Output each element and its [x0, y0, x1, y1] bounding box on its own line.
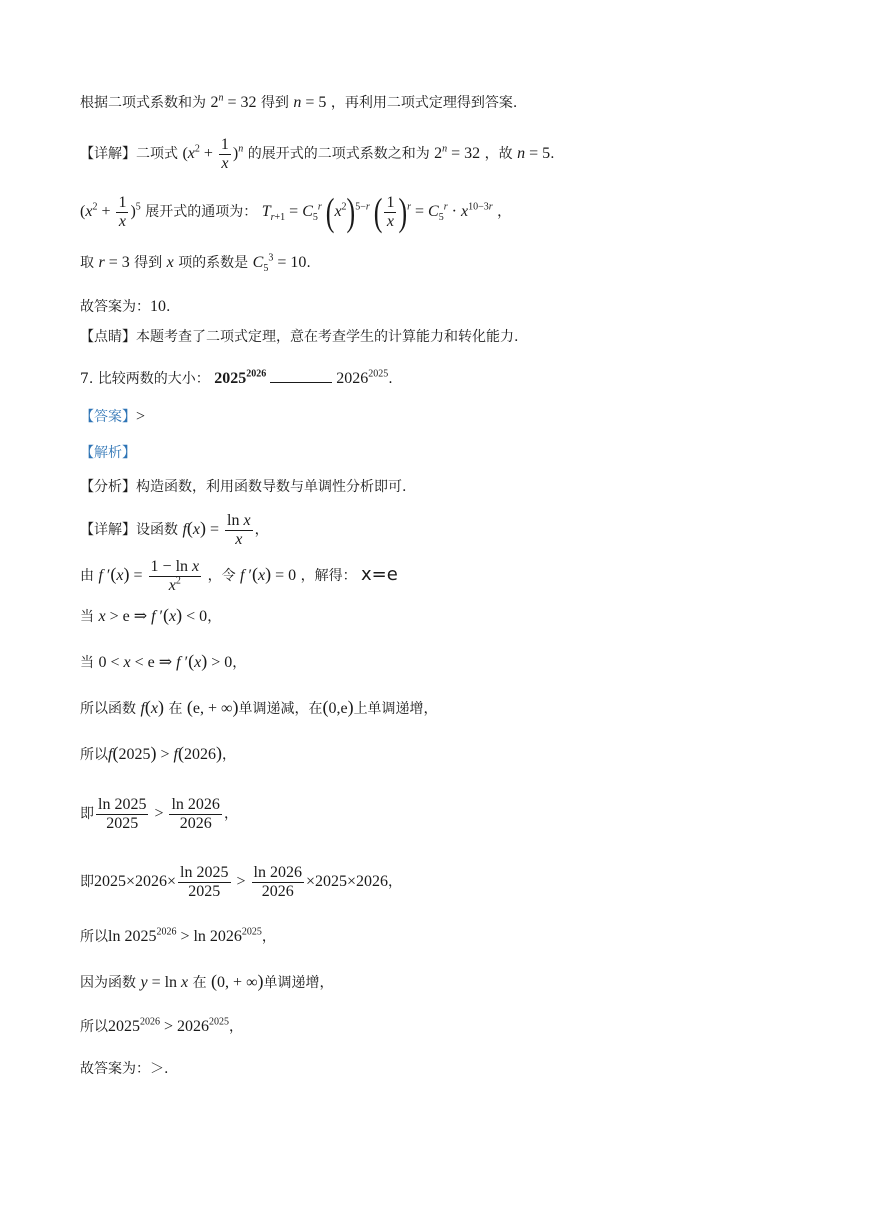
- exponent: 2025: [368, 368, 389, 380]
- line-take-r: [80, 252, 311, 274]
- solution: x=e: [361, 564, 398, 586]
- math-case-1: x > e ⇒ f ′(x) < 0: [98, 605, 208, 625]
- math-interval-0-e: (0,e): [322, 697, 354, 717]
- answer-value: 10: [150, 298, 166, 315]
- question-7: [80, 368, 393, 390]
- text: ，解得：: [300, 568, 357, 585]
- text: 当: [80, 609, 94, 625]
- math-2n-32: $2^n = 32$: [210, 92, 257, 111]
- math-n-5: n = 5: [293, 94, 327, 111]
- math-case-2: 0 < x < e ⇒ f ′(x) > 0: [98, 651, 233, 671]
- text: 在: [168, 701, 183, 717]
- math-binomial: ($x^2$ + $\frac{1}{x}$ )$^n$: [182, 136, 244, 172]
- tag-detail: 【详解】: [80, 522, 136, 539]
- text: ，: [207, 609, 222, 625]
- text: 故答案为：: [80, 1061, 150, 1077]
- text: 所以: [80, 1019, 108, 1035]
- tag-comment: 【点睛】: [80, 329, 136, 345]
- math-compare-ln: $\frac{\ln 2025}{2025}$ > $\frac{\ln 2026}{2026}$: [98, 796, 220, 832]
- math-multiply: 2025×2026× $\frac{\ln 2025}{2025}$ > $\frac{\ln 2026}{2026}$ ×2025×2026: [94, 864, 389, 900]
- line-hint: [80, 92, 517, 114]
- text: ，: [229, 1019, 244, 1035]
- text: 在: [192, 975, 207, 991]
- math-r-3: r = 3: [98, 254, 130, 271]
- text: ，再利用二项式定理得到答案.: [330, 95, 518, 111]
- text: ，故: [484, 146, 513, 163]
- text: 当: [80, 655, 94, 671]
- line-compare-f: [80, 742, 236, 766]
- math-interval-e-inf: (e, + ∞): [186, 697, 239, 717]
- base: 2025: [214, 370, 247, 387]
- line-general-term: [80, 190, 512, 234]
- text: 展开式的通项为：: [145, 204, 258, 221]
- line-ln-increasing: [80, 970, 333, 994]
- line-multiply: [80, 864, 402, 901]
- text: .: [550, 146, 555, 163]
- line-answer-6: [80, 296, 170, 318]
- text: ，: [497, 204, 512, 221]
- math-interval-0-inf: (0, + ∞): [211, 971, 264, 991]
- text: .: [388, 371, 393, 387]
- math-y-lnx: y = ln x: [140, 974, 189, 991]
- text: .: [166, 299, 171, 315]
- math-compare-f: f(2025) > f(2026): [108, 743, 222, 763]
- math-f-def: f(x) = $\frac{\text{ln x}}{x}$: [182, 512, 251, 548]
- line-ln-powers: [80, 926, 276, 948]
- text: 故答案为：: [80, 299, 150, 315]
- line-case-2: [80, 650, 246, 674]
- text: 即: [80, 806, 94, 823]
- math-f-prime: f ′(x) = $\frac{\text{1 − ln x}}{x^2}$: [98, 558, 200, 594]
- answer-value: ＞: [150, 1061, 164, 1077]
- math-x: x: [166, 254, 174, 271]
- question-number: 7.: [80, 371, 94, 387]
- exponent: 2026: [246, 368, 267, 380]
- text: 得到: [260, 95, 289, 111]
- line-detail-1: [80, 136, 555, 173]
- math-2026-pow: [336, 370, 388, 387]
- answer-line: [80, 406, 145, 428]
- text: 构造函数，利用函数导数与单调性分析即可.: [136, 479, 407, 495]
- text: 根据二项式系数和为: [80, 95, 206, 111]
- line-derivative: [80, 558, 398, 595]
- math-ln-powers: $\ln 2025^{2026} > \ln 2026^{2025}$: [108, 926, 262, 945]
- text: 所以: [80, 929, 108, 945]
- line-answer-7: [80, 1058, 168, 1080]
- text: ，令: [207, 568, 236, 585]
- answer-blank: [270, 368, 332, 383]
- line-conclusion: [80, 1016, 243, 1038]
- analysis-line: [80, 442, 136, 464]
- math-general-term: $T_{r+1} = C_5^r$ $(x^2)^{5-r}$ ( $\frac{1}{x}$ )$^r = C_5^r \cdot x^{10-3r}$: [261, 190, 493, 234]
- tag-analysis: 【解析】: [80, 445, 136, 461]
- tag-fenxi: 【分析】: [80, 479, 136, 495]
- line-comment: [80, 326, 518, 348]
- math-n-5: n = 5: [517, 145, 551, 163]
- text: 单调递减，在: [238, 701, 323, 717]
- text: 所以函数: [80, 701, 136, 717]
- answer-value: >: [136, 408, 146, 425]
- math-fx: f(x): [140, 697, 165, 717]
- math-c53: $C_5^3 = 10$: [252, 252, 307, 275]
- text: 二项式: [136, 146, 178, 163]
- math-conclusion: $2025^{2026} > 2026^{2025}$: [108, 1016, 230, 1035]
- text: 单调递增，: [263, 975, 334, 991]
- text: 即: [80, 874, 94, 891]
- text: 所以: [80, 747, 108, 763]
- text: ，: [223, 806, 238, 823]
- tag-detail: 【详解】: [80, 146, 136, 163]
- line-fenxi: [80, 476, 406, 498]
- math-2n-32: $2^n = 32$: [434, 143, 481, 163]
- text: ，: [388, 874, 403, 891]
- line-case-1: [80, 604, 221, 628]
- tag-answer: 【答案】: [80, 409, 136, 425]
- text: 得到: [134, 255, 163, 271]
- text: .: [164, 1061, 169, 1077]
- text: 因为函数: [80, 975, 136, 991]
- math-binomial-5: ($x^2$ + $\frac{1}{x}$ )$^5$: [80, 194, 141, 230]
- text: 上单调递增，: [353, 701, 438, 717]
- math-2025-pow: [214, 370, 266, 387]
- text: ，: [221, 747, 236, 763]
- text: ，: [254, 522, 269, 539]
- line-compare-ln: [80, 796, 238, 833]
- text: 的展开式的二项式系数之和为: [247, 146, 430, 163]
- text: ，: [261, 929, 276, 945]
- question-text: 比较两数的大小：: [97, 371, 210, 387]
- text: 本题考查了二项式定理，意在考查学生的计算能力和转化能力.: [136, 329, 519, 345]
- text: 由: [80, 568, 94, 585]
- text: 项的系数是: [178, 255, 249, 271]
- base: 2026: [336, 370, 369, 387]
- line-monotonic: [80, 696, 438, 720]
- line-define-f: [80, 512, 269, 549]
- text: 设函数: [136, 522, 178, 539]
- text: .: [306, 255, 311, 271]
- math-f-prime-zero: f ′(x) = 0: [240, 564, 297, 585]
- text: 取: [80, 255, 94, 271]
- text: ，: [232, 655, 247, 671]
